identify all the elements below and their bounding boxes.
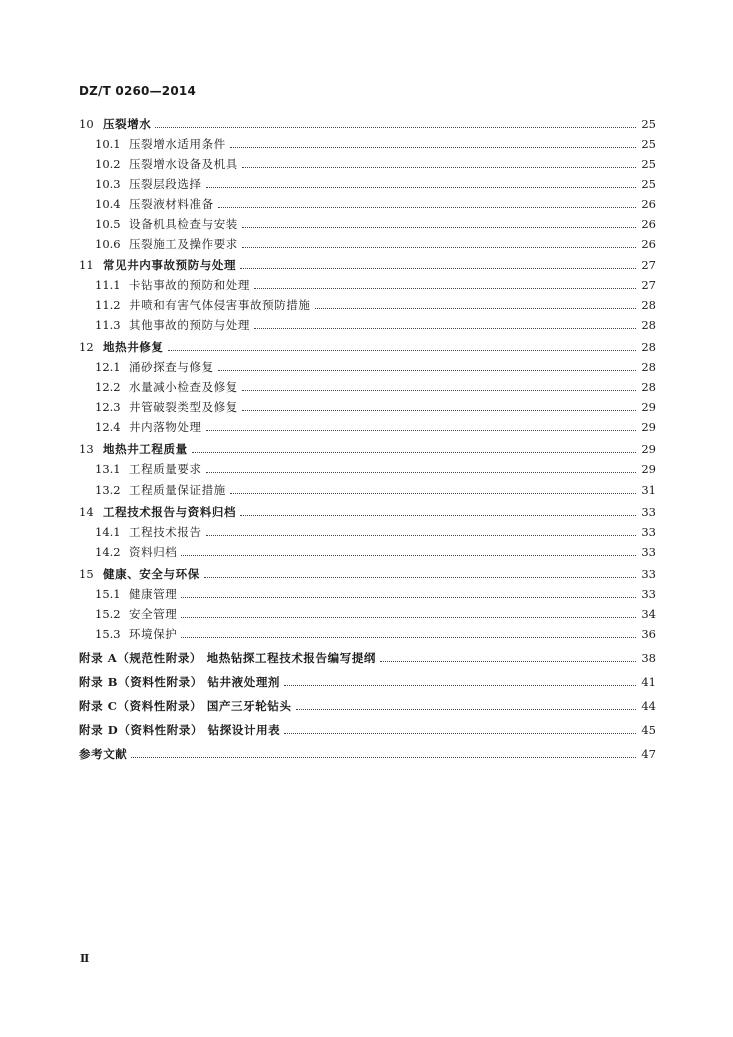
toc-entry[interactable]	[79, 134, 656, 154]
toc-entry-number: 15	[79, 567, 94, 581]
toc-entry-number: 14.1	[95, 525, 121, 539]
toc-entry-page: 27	[641, 278, 656, 292]
toc-entry[interactable]	[79, 744, 656, 764]
toc-entry-title: 压裂施工及操作要求	[129, 237, 238, 251]
toc-entry[interactable]	[79, 315, 656, 335]
toc-entry-page: 41	[641, 675, 656, 689]
toc-entry-page: 29	[641, 420, 656, 434]
dot-leader	[296, 708, 636, 710]
dot-leader	[315, 307, 637, 309]
toc-entry-page: 31	[641, 483, 656, 497]
toc-entry[interactable]	[79, 720, 656, 740]
dot-leader	[230, 146, 636, 148]
dot-leader	[206, 186, 636, 188]
toc-entry-number: 12.4	[95, 420, 121, 434]
toc-entry-page: 26	[641, 237, 656, 251]
toc-entry-page: 26	[641, 217, 656, 231]
toc-entry[interactable]	[79, 480, 656, 500]
toc-entry-page: 33	[641, 587, 656, 601]
toc-entry-title: 工程质量要求	[129, 462, 202, 476]
toc-entry-title: 附录 B（资料性附录） 钻井液处理剂	[79, 675, 281, 689]
toc-entry[interactable]	[79, 154, 656, 174]
toc-entry-title: 健康、安全与环保	[103, 567, 200, 581]
toc-entry-title: 卡钻事故的预防和处理	[129, 278, 250, 292]
toc-entry-page: 29	[641, 400, 656, 414]
toc-entry-number: 13.1	[95, 462, 121, 476]
toc-entry-page: 38	[641, 651, 656, 665]
toc-entry[interactable]	[79, 624, 656, 644]
toc-entry[interactable]	[79, 114, 656, 134]
toc-entry-number: 15.1	[95, 587, 121, 601]
toc-entry-title: 地热井工程质量	[103, 442, 188, 456]
toc-entry-number: 12.1	[95, 360, 121, 374]
dot-leader	[181, 596, 636, 598]
toc-entry-number: 11.2	[95, 298, 121, 312]
toc-entry-title: 健康管理	[129, 587, 178, 601]
toc-entry[interactable]	[79, 604, 656, 624]
toc-entry-page: 25	[641, 117, 656, 131]
toc-entry-page: 33	[641, 505, 656, 519]
toc-entry[interactable]	[79, 417, 656, 437]
dot-leader	[254, 327, 636, 329]
toc-entry-page: 26	[641, 197, 656, 211]
toc-entry-title: 井管破裂类型及修复	[129, 400, 238, 414]
toc-entry-number: 12.3	[95, 400, 121, 414]
toc-entry-number: 15.3	[95, 627, 121, 641]
toc-entry-page: 28	[641, 380, 656, 394]
toc-entry-title: 井喷和有害气体侵害事故预防措施	[129, 298, 311, 312]
toc-entry-page: 29	[641, 462, 656, 476]
toc-entry-number: 10.2	[95, 157, 121, 171]
toc-entry-title: 附录 D（资料性附录） 钻探设计用表	[79, 723, 281, 737]
toc-entry-number: 10.4	[95, 197, 121, 211]
toc-entry-title: 安全管理	[129, 607, 178, 621]
toc-entry-page: 28	[641, 318, 656, 332]
dot-leader	[230, 492, 636, 494]
dot-leader	[240, 267, 636, 269]
dot-leader	[206, 429, 636, 431]
toc-entry-page: 36	[641, 627, 656, 641]
toc-entry-number: 10.5	[95, 217, 121, 231]
toc-entry-page: 44	[641, 699, 656, 713]
toc-entry-page: 28	[641, 340, 656, 354]
toc-entry-page: 34	[641, 607, 656, 621]
toc-entry[interactable]	[79, 522, 656, 542]
toc-entry-title: 其他事故的预防与处理	[129, 318, 250, 332]
toc-entry-number: 13	[79, 442, 94, 456]
toc-entry[interactable]	[79, 295, 656, 315]
toc-entry[interactable]	[79, 275, 656, 295]
dot-leader	[181, 554, 636, 556]
toc-entry-title: 压裂液材料准备	[129, 197, 214, 211]
dot-leader	[242, 389, 636, 391]
toc-entry-number: 12	[79, 340, 94, 354]
toc-entry-number: 10.6	[95, 237, 121, 251]
toc-entry-number: 11.3	[95, 318, 121, 332]
toc-entry-title: 涌砂探查与修复	[129, 360, 214, 374]
toc-entry-page: 29	[641, 442, 656, 456]
dot-leader	[284, 732, 636, 734]
toc-entry-page: 25	[641, 157, 656, 171]
toc-entry-title: 工程技术报告与资料归档	[103, 505, 237, 519]
toc-entry-page: 27	[641, 258, 656, 272]
toc-entry[interactable]	[79, 459, 656, 479]
dot-leader	[242, 166, 636, 168]
toc-entry[interactable]	[79, 174, 656, 194]
toc-entry[interactable]	[79, 255, 656, 275]
dot-leader	[192, 451, 636, 453]
dot-leader	[254, 287, 636, 289]
toc-entry-title: 设备机具检查与安装	[129, 217, 238, 231]
toc-entry-number: 13.2	[95, 483, 121, 497]
dot-leader	[204, 576, 636, 578]
dot-leader	[168, 349, 637, 351]
toc-entry-title: 工程技术报告	[129, 525, 202, 539]
dot-leader	[155, 126, 636, 128]
toc-entry-title: 井内落物处理	[129, 420, 202, 434]
toc-entry-page: 33	[641, 545, 656, 559]
toc-entry-number: 10.3	[95, 177, 121, 191]
toc-entry-title: 资料归档	[129, 545, 178, 559]
toc-entry-title: 水量减小检查及修复	[129, 380, 238, 394]
toc-entry-number: 10.1	[95, 137, 121, 151]
page-number: Ⅱ	[80, 952, 90, 965]
toc-entry[interactable]	[79, 194, 656, 214]
dot-leader	[218, 206, 636, 208]
dot-leader	[181, 616, 636, 618]
toc-entry[interactable]	[79, 648, 656, 668]
toc-entry-title: 地热井修复	[103, 340, 164, 354]
toc-entry-page: 45	[641, 723, 656, 737]
toc-entry-page: 47	[641, 747, 656, 761]
toc-entry[interactable]	[79, 337, 656, 357]
toc-entry-page: 33	[641, 567, 656, 581]
dot-leader	[380, 660, 636, 662]
dot-leader	[242, 246, 636, 248]
dot-leader	[240, 514, 636, 516]
toc-entry[interactable]	[79, 377, 656, 397]
toc-entry[interactable]	[79, 542, 656, 562]
dot-leader	[131, 756, 636, 758]
toc-entry-number: 10	[79, 117, 94, 131]
dot-leader	[181, 636, 636, 638]
toc-entry[interactable]	[79, 439, 656, 459]
toc-entry-page: 25	[641, 137, 656, 151]
toc-entry-number: 12.2	[95, 380, 121, 394]
dot-leader	[206, 471, 636, 473]
toc-entry[interactable]	[79, 672, 656, 692]
toc-entry-title: 压裂增水设备及机具	[129, 157, 238, 171]
toc-entry-number: 14.2	[95, 545, 121, 559]
toc-entry-title: 参考文献	[79, 747, 128, 761]
toc-entry-page: 25	[641, 177, 656, 191]
toc-entry-title: 附录 A（规范性附录） 地热钻探工程技术报告编写提纲	[79, 651, 377, 665]
toc-entry-number: 15.2	[95, 607, 121, 621]
dot-leader	[242, 226, 636, 228]
toc-entry[interactable]	[79, 696, 656, 716]
toc-entry-page: 28	[641, 298, 656, 312]
toc-entry[interactable]	[79, 564, 656, 584]
document-code: DZ/T 0260—2014	[79, 84, 197, 98]
toc-entry-title: 附录 C（资料性附录） 国产三牙轮钻头	[79, 699, 292, 713]
toc-entry-title: 工程质量保证措施	[129, 483, 226, 497]
toc-entry-title: 压裂层段选择	[129, 177, 202, 191]
dot-leader	[242, 409, 636, 411]
toc-entry-title: 压裂增水	[103, 117, 152, 131]
dot-leader	[206, 534, 636, 536]
toc-entry-number: 11	[79, 258, 94, 272]
toc-entry-number: 11.1	[95, 278, 121, 292]
toc-entry[interactable]	[79, 234, 656, 254]
toc-entry[interactable]	[79, 357, 656, 377]
toc-entry[interactable]	[79, 397, 656, 417]
toc-entry-title: 压裂增水适用条件	[129, 137, 226, 151]
dot-leader	[284, 684, 636, 686]
toc-entry-title: 环境保护	[129, 627, 178, 641]
toc-entry-title: 常见井内事故预防与处理	[103, 258, 237, 272]
toc-entry-page: 28	[641, 360, 656, 374]
toc-entry-page: 33	[641, 525, 656, 539]
toc-entry[interactable]	[79, 214, 656, 234]
toc-entry[interactable]	[79, 584, 656, 604]
toc-entry[interactable]	[79, 502, 656, 522]
toc-entry-number: 14	[79, 505, 94, 519]
dot-leader	[218, 369, 636, 371]
